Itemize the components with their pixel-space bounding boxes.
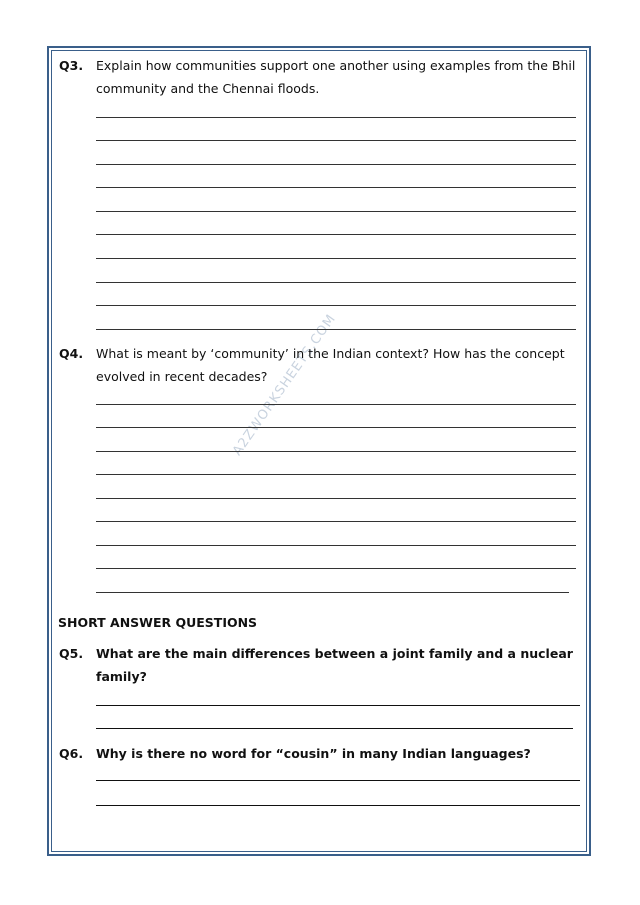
question-number: Q3. (59, 58, 84, 73)
answer-line[interactable] (96, 164, 576, 165)
question-text: Explain how communities support one another using examples from the Bhil community and the Chennai floods. (96, 58, 576, 96)
answer-line[interactable] (96, 521, 576, 522)
answer-line[interactable] (96, 329, 576, 330)
answer-line[interactable] (96, 404, 576, 405)
answer-line[interactable] (96, 117, 576, 118)
answer-line[interactable] (96, 728, 573, 729)
answer-line[interactable] (96, 705, 580, 706)
answer-line[interactable] (96, 498, 576, 499)
question-number: Q4. (59, 346, 84, 361)
answer-line[interactable] (96, 805, 580, 806)
question-text: Why is there no word for “cousin” in many Indian languages? (96, 746, 531, 761)
section-title: SHORT ANSWER QUESTIONS (58, 615, 258, 630)
answer-line[interactable] (96, 140, 576, 141)
answer-line[interactable] (96, 474, 576, 475)
answer-line[interactable] (96, 427, 576, 428)
answer-line[interactable] (96, 282, 576, 283)
answer-line[interactable] (96, 568, 576, 569)
answer-line[interactable] (96, 305, 576, 306)
question-number: Q6. (59, 746, 84, 761)
question-text: What is meant by ‘community’ in the Indian context? How has the concept evolved in recent decades? (96, 346, 565, 384)
answer-line[interactable] (96, 592, 569, 593)
answer-line[interactable] (96, 545, 576, 546)
question-number: Q5. (59, 646, 84, 661)
answer-line[interactable] (96, 258, 576, 259)
answer-line[interactable] (96, 211, 576, 212)
answer-line[interactable] (96, 780, 580, 781)
answer-line[interactable] (96, 187, 576, 188)
question-text: What are the main differences between a joint family and a nuclear family? (96, 646, 573, 684)
answer-line[interactable] (96, 451, 576, 452)
answer-line[interactable] (96, 234, 576, 235)
watermark: A2ZWORKSHEETS.COM (230, 311, 340, 459)
